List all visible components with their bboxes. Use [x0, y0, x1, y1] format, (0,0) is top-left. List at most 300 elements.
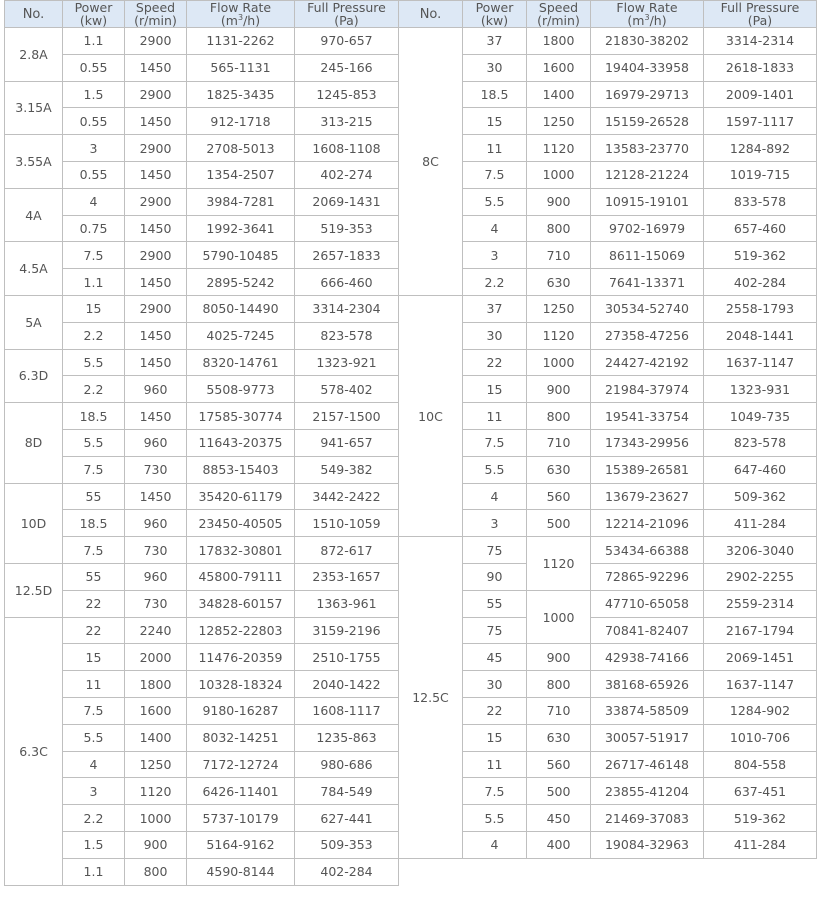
power-cell: 3 — [63, 135, 125, 162]
speed-cell: 1000 — [527, 161, 591, 188]
pressure-cell: 578-402 — [295, 376, 399, 403]
flow-rate-cell: 19541-33754 — [591, 403, 704, 430]
table-row — [5, 510, 399, 537]
speed-cell: 560 — [527, 751, 591, 778]
flow-rate-cell: 9702-16979 — [591, 215, 704, 242]
pressure-cell: 823-578 — [295, 322, 399, 349]
power-cell: 5.5 — [463, 805, 527, 832]
flow-rate-cell: 2708-5013 — [187, 135, 295, 162]
model-cell: 5A — [5, 295, 63, 349]
flow-rate-cell: 3984-7281 — [187, 188, 295, 215]
speed-cell: 2240 — [125, 617, 187, 644]
table-row — [5, 376, 399, 403]
speed-cell: 960 — [125, 429, 187, 456]
flow-rate-cell: 17585-30774 — [187, 403, 295, 430]
speed-cell: 800 — [527, 671, 591, 698]
pressure-cell: 1510-1059 — [295, 510, 399, 537]
speed-cell: 1120 — [527, 537, 591, 591]
flow-rate-cell: 21469-37083 — [591, 805, 704, 832]
power-cell: 1.1 — [63, 269, 125, 296]
pressure-cell: 245-166 — [295, 54, 399, 81]
power-cell: 7.5 — [463, 778, 527, 805]
speed-cell: 1120 — [125, 778, 187, 805]
flow-rate-cell: 34828-60157 — [187, 590, 295, 617]
speed-cell: 2900 — [125, 81, 187, 108]
speed-cell: 800 — [527, 215, 591, 242]
model-cell: 3.15A — [5, 81, 63, 135]
table-row — [5, 215, 399, 242]
flow-rate-cell: 11643-20375 — [187, 429, 295, 456]
power-cell: 18.5 — [63, 403, 125, 430]
power-cell: 30 — [463, 322, 527, 349]
flow-rate-cell: 15389-26581 — [591, 456, 704, 483]
power-cell: 7.5 — [63, 537, 125, 564]
pressure-cell: 1049-735 — [704, 403, 817, 430]
flow-rate-cell: 4590-8144 — [187, 858, 295, 885]
table-row — [5, 135, 399, 162]
speed-cell: 630 — [527, 269, 591, 296]
power-cell: 5.5 — [463, 188, 527, 215]
table-row — [5, 537, 399, 564]
pressure-cell: 3159-2196 — [295, 617, 399, 644]
pressure-cell: 647-460 — [704, 456, 817, 483]
pressure-cell: 402-284 — [704, 269, 817, 296]
speed-cell: 2900 — [125, 28, 187, 55]
flow-rate-cell: 5508-9773 — [187, 376, 295, 403]
pressure-cell: 509-353 — [295, 831, 399, 858]
speed-cell: 1450 — [125, 322, 187, 349]
model-cell: 4A — [5, 188, 63, 242]
speed-cell: 2000 — [125, 644, 187, 671]
speed-cell: 2900 — [125, 135, 187, 162]
flow-rate-cell: 5737-10179 — [187, 805, 295, 832]
table-row — [5, 28, 399, 55]
pressure-cell: 411-284 — [704, 510, 817, 537]
flow-rate-cell: 33874-58509 — [591, 697, 704, 724]
model-cell: 12.5C — [399, 537, 463, 859]
table-row — [5, 456, 399, 483]
flow-rate-cell: 8853-15403 — [187, 456, 295, 483]
power-cell: 15 — [63, 644, 125, 671]
speed-cell: 630 — [527, 724, 591, 751]
table-row — [5, 617, 399, 644]
header-flow-rate: Flow Rate $(m^3/h)$ — [187, 1, 295, 28]
speed-cell: 1250 — [527, 295, 591, 322]
flow-rate-cell: 8050-14490 — [187, 295, 295, 322]
pressure-cell: 1637-1147 — [704, 349, 817, 376]
power-cell: 0.75 — [63, 215, 125, 242]
model-cell: 8C — [399, 28, 463, 296]
table-row — [5, 563, 399, 590]
power-cell: 7.5 — [463, 429, 527, 456]
flow-rate-cell: 10328-18324 — [187, 671, 295, 698]
model-cell: 6.3D — [5, 349, 63, 403]
pressure-cell: 2157-1500 — [295, 403, 399, 430]
speed-cell: 400 — [527, 831, 591, 858]
speed-cell: 900 — [527, 376, 591, 403]
speed-cell: 730 — [125, 590, 187, 617]
speed-cell: 800 — [125, 858, 187, 885]
pressure-cell: 3314-2314 — [704, 28, 817, 55]
flow-rate-cell: 38168-65926 — [591, 671, 704, 698]
pressure-cell: 1608-1117 — [295, 697, 399, 724]
header-row — [5, 1, 399, 28]
pressure-cell: 313-215 — [295, 108, 399, 135]
pressure-cell: 3442-2422 — [295, 483, 399, 510]
flow-rate-cell: 24427-42192 — [591, 349, 704, 376]
speed-cell: 2900 — [125, 295, 187, 322]
power-cell: 1.1 — [63, 858, 125, 885]
flow-rate-cell: 70841-82407 — [591, 617, 704, 644]
speed-cell: 1600 — [125, 697, 187, 724]
flow-rate-cell: 30534-52740 — [591, 295, 704, 322]
power-cell: 4 — [63, 751, 125, 778]
right-table-body — [399, 28, 817, 859]
pressure-cell: 833-578 — [704, 188, 817, 215]
pressure-cell: 1235-863 — [295, 724, 399, 751]
table-row — [5, 778, 399, 805]
flow-rate-cell: 27358-47256 — [591, 322, 704, 349]
speed-cell: 500 — [527, 510, 591, 537]
speed-cell: 730 — [125, 537, 187, 564]
flow-rate-cell: 5164-9162 — [187, 831, 295, 858]
speed-cell: 900 — [125, 831, 187, 858]
power-cell: 2.2 — [63, 322, 125, 349]
table-row — [5, 269, 399, 296]
power-cell: 7.5 — [63, 242, 125, 269]
power-cell: 22 — [63, 590, 125, 617]
speed-cell: 1450 — [125, 215, 187, 242]
pressure-cell: 2657-1833 — [295, 242, 399, 269]
speed-cell: 1600 — [527, 54, 591, 81]
power-cell: 3 — [463, 510, 527, 537]
pressure-cell: 2510-1755 — [295, 644, 399, 671]
model-cell: 6.3C — [5, 617, 63, 885]
table-row — [5, 858, 399, 885]
speed-cell: 1800 — [125, 671, 187, 698]
table-row — [5, 831, 399, 858]
pressure-cell: 3206-3040 — [704, 537, 817, 564]
speed-cell: 1450 — [125, 403, 187, 430]
flow-rate-cell: 53434-66388 — [591, 537, 704, 564]
pressure-cell: 402-274 — [295, 161, 399, 188]
table-row — [5, 322, 399, 349]
table-row — [5, 403, 399, 430]
power-cell: 7.5 — [463, 161, 527, 188]
flow-rate-cell: 17343-29956 — [591, 429, 704, 456]
power-cell: 15 — [463, 724, 527, 751]
power-cell: 2.2 — [63, 805, 125, 832]
table-row — [5, 295, 399, 322]
header-row — [399, 1, 817, 28]
pressure-cell: 2069-1431 — [295, 188, 399, 215]
flow-rate-cell: 21984-37974 — [591, 376, 704, 403]
header-speed: Speed (r/min) — [125, 1, 187, 28]
header-full-pressure: Full Pressure (Pa) — [295, 1, 399, 28]
power-cell: 2.2 — [63, 376, 125, 403]
flow-rate-cell: 19404-33958 — [591, 54, 704, 81]
power-cell: 2.2 — [463, 269, 527, 296]
pressure-cell: 3314-2304 — [295, 295, 399, 322]
speed-cell: 710 — [527, 242, 591, 269]
flow-rate-cell: 565-1131 — [187, 54, 295, 81]
speed-cell: 1120 — [527, 322, 591, 349]
flow-rate-cell: 1131-2262 — [187, 28, 295, 55]
pressure-cell: 549-382 — [295, 456, 399, 483]
header-flow-rate: Flow Rate $(m^3/h)$ — [591, 1, 704, 28]
header-no: No. — [399, 1, 463, 28]
table-row — [5, 697, 399, 724]
header-power: Power (kw) — [63, 1, 125, 28]
power-cell: 30 — [463, 54, 527, 81]
flow-rate-cell: 1992-3641 — [187, 215, 295, 242]
power-cell: 5.5 — [63, 724, 125, 751]
flow-rate-cell: 7172-12724 — [187, 751, 295, 778]
table-row — [5, 161, 399, 188]
flow-rate-cell: 12214-21096 — [591, 510, 704, 537]
flow-rate-cell: 2895-5242 — [187, 269, 295, 296]
pressure-cell: 1597-1117 — [704, 108, 817, 135]
power-cell: 15 — [463, 108, 527, 135]
speed-cell: 1000 — [527, 590, 591, 644]
speed-cell: 1450 — [125, 483, 187, 510]
speed-cell: 630 — [527, 456, 591, 483]
model-cell: 10D — [5, 483, 63, 563]
pressure-cell: 2167-1794 — [704, 617, 817, 644]
pressure-cell: 2040-1422 — [295, 671, 399, 698]
table-row — [5, 349, 399, 376]
model-cell: 10C — [399, 295, 463, 536]
speed-cell: 960 — [125, 563, 187, 590]
speed-cell: 1800 — [527, 28, 591, 55]
pressure-cell: 1284-902 — [704, 697, 817, 724]
pressure-cell: 519-362 — [704, 805, 817, 832]
power-cell: 3 — [63, 778, 125, 805]
table-row — [5, 483, 399, 510]
pressure-cell: 519-362 — [704, 242, 817, 269]
pressure-cell: 402-284 — [295, 858, 399, 885]
flow-rate-cell: 5790-10485 — [187, 242, 295, 269]
flow-rate-cell: 8320-14761 — [187, 349, 295, 376]
header-no: No. — [5, 1, 63, 28]
model-cell: 8D — [5, 403, 63, 483]
speed-cell: 2900 — [125, 188, 187, 215]
power-cell: 0.55 — [63, 108, 125, 135]
power-cell: 1.5 — [63, 81, 125, 108]
pressure-cell: 2618-1833 — [704, 54, 817, 81]
table-row — [399, 28, 817, 55]
flow-rate-cell: 42938-74166 — [591, 644, 704, 671]
pressure-cell: 519-353 — [295, 215, 399, 242]
left-spec-table — [4, 0, 399, 886]
power-cell: 4 — [63, 188, 125, 215]
speed-cell: 800 — [527, 403, 591, 430]
power-cell: 22 — [63, 617, 125, 644]
power-cell: 22 — [463, 349, 527, 376]
model-cell: 12.5D — [5, 563, 63, 617]
model-cell: 4.5A — [5, 242, 63, 296]
pressure-cell: 872-617 — [295, 537, 399, 564]
pressure-cell: 627-441 — [295, 805, 399, 832]
power-cell: 0.55 — [63, 161, 125, 188]
power-cell: 5.5 — [63, 349, 125, 376]
speed-cell: 900 — [527, 644, 591, 671]
speed-cell: 450 — [527, 805, 591, 832]
speed-cell: 1450 — [125, 161, 187, 188]
power-cell: 11 — [463, 135, 527, 162]
power-cell: 7.5 — [63, 697, 125, 724]
table-row — [5, 671, 399, 698]
flow-rate-cell: 12128-21224 — [591, 161, 704, 188]
speed-cell: 1400 — [125, 724, 187, 751]
power-cell: 5.5 — [63, 429, 125, 456]
table-row — [5, 108, 399, 135]
power-cell: 75 — [463, 617, 527, 644]
table-row — [399, 295, 817, 322]
power-cell: 4 — [463, 215, 527, 242]
table-row — [5, 751, 399, 778]
speed-cell: 1450 — [125, 349, 187, 376]
power-cell: 1.5 — [63, 831, 125, 858]
table-row — [5, 644, 399, 671]
speed-cell: 1000 — [527, 349, 591, 376]
table-row — [5, 54, 399, 81]
power-cell: 37 — [463, 28, 527, 55]
pressure-cell: 2048-1441 — [704, 322, 817, 349]
pressure-cell: 1608-1108 — [295, 135, 399, 162]
power-cell: 3 — [463, 242, 527, 269]
flow-rate-cell: 11476-20359 — [187, 644, 295, 671]
pressure-cell: 2902-2255 — [704, 563, 817, 590]
power-cell: 4 — [463, 483, 527, 510]
speed-cell: 1450 — [125, 54, 187, 81]
flow-rate-cell: 72865-92296 — [591, 563, 704, 590]
flow-rate-cell: 30057-51917 — [591, 724, 704, 751]
power-cell: 30 — [463, 671, 527, 698]
power-cell: 0.55 — [63, 54, 125, 81]
pressure-cell: 2009-1401 — [704, 81, 817, 108]
speed-cell: 1250 — [527, 108, 591, 135]
power-cell: 5.5 — [463, 456, 527, 483]
power-cell: 45 — [463, 644, 527, 671]
pressure-cell: 804-558 — [704, 751, 817, 778]
pressure-cell: 1284-892 — [704, 135, 817, 162]
flow-rate-cell: 15159-26528 — [591, 108, 704, 135]
speed-cell: 710 — [527, 697, 591, 724]
pressure-cell: 784-549 — [295, 778, 399, 805]
pressure-cell: 823-578 — [704, 429, 817, 456]
table-row — [5, 81, 399, 108]
flow-rate-cell: 47710-65058 — [591, 590, 704, 617]
header-power: Power (kw) — [463, 1, 527, 28]
flow-rate-cell: 35420-61179 — [187, 483, 295, 510]
table-row — [5, 724, 399, 751]
flow-rate-cell: 26717-46148 — [591, 751, 704, 778]
right-spec-table — [398, 0, 817, 859]
flow-rate-cell: 17832-30801 — [187, 537, 295, 564]
power-cell: 22 — [463, 697, 527, 724]
power-cell: 90 — [463, 563, 527, 590]
header-full-pressure: Full Pressure (Pa) — [704, 1, 817, 28]
flow-rate-cell: 16979-29713 — [591, 81, 704, 108]
pressure-cell: 2353-1657 — [295, 563, 399, 590]
power-cell: 55 — [63, 483, 125, 510]
flow-rate-cell: 10915-19101 — [591, 188, 704, 215]
flow-rate-cell: 21830-38202 — [591, 28, 704, 55]
table-row — [5, 590, 399, 617]
table-row — [399, 537, 817, 564]
pressure-cell: 509-362 — [704, 483, 817, 510]
flow-rate-cell: 12852-22803 — [187, 617, 295, 644]
pressure-cell: 1637-1147 — [704, 671, 817, 698]
table-row — [5, 805, 399, 832]
flow-rate-cell: 6426-11401 — [187, 778, 295, 805]
flow-rate-cell: 9180-16287 — [187, 697, 295, 724]
pressure-cell: 1323-931 — [704, 376, 817, 403]
model-cell: 3.55A — [5, 135, 63, 189]
flow-rate-cell: 912-1718 — [187, 108, 295, 135]
speed-cell: 1450 — [125, 108, 187, 135]
speed-cell: 2900 — [125, 242, 187, 269]
flow-rate-cell: 13583-23770 — [591, 135, 704, 162]
header-speed: Speed (r/min) — [527, 1, 591, 28]
flow-rate-cell: 7641-13371 — [591, 269, 704, 296]
power-cell: 55 — [63, 563, 125, 590]
pressure-cell: 1019-715 — [704, 161, 817, 188]
pressure-cell: 980-686 — [295, 751, 399, 778]
power-cell: 15 — [463, 376, 527, 403]
pressure-cell: 666-460 — [295, 269, 399, 296]
flow-rate-cell: 45800-79111 — [187, 563, 295, 590]
power-cell: 11 — [463, 751, 527, 778]
speed-cell: 1250 — [125, 751, 187, 778]
table-row — [5, 242, 399, 269]
pressure-cell: 1245-853 — [295, 81, 399, 108]
flow-rate-cell: 13679-23627 — [591, 483, 704, 510]
speed-cell: 1120 — [527, 135, 591, 162]
power-cell: 75 — [463, 537, 527, 564]
pressure-cell: 657-460 — [704, 215, 817, 242]
table-row — [5, 188, 399, 215]
pressure-cell: 2559-2314 — [704, 590, 817, 617]
power-cell: 11 — [63, 671, 125, 698]
speed-cell: 960 — [125, 510, 187, 537]
power-cell: 18.5 — [463, 81, 527, 108]
flow-rate-cell: 19084-32963 — [591, 831, 704, 858]
flow-rate-cell: 4025-7245 — [187, 322, 295, 349]
power-cell: 1.1 — [63, 28, 125, 55]
power-cell: 4 — [463, 831, 527, 858]
pressure-cell: 941-657 — [295, 429, 399, 456]
pressure-cell: 411-284 — [704, 831, 817, 858]
speed-cell: 900 — [527, 188, 591, 215]
power-cell: 15 — [63, 295, 125, 322]
pressure-cell: 2558-1793 — [704, 295, 817, 322]
speed-cell: 730 — [125, 456, 187, 483]
pressure-cell: 1363-961 — [295, 590, 399, 617]
speed-cell: 500 — [527, 778, 591, 805]
speed-cell: 710 — [527, 429, 591, 456]
power-cell: 55 — [463, 590, 527, 617]
pressure-cell: 970-657 — [295, 28, 399, 55]
flow-rate-cell: 8611-15069 — [591, 242, 704, 269]
speed-cell: 960 — [125, 376, 187, 403]
left-table-body — [5, 28, 399, 886]
power-cell: 18.5 — [63, 510, 125, 537]
power-cell: 37 — [463, 295, 527, 322]
speed-cell: 560 — [527, 483, 591, 510]
model-cell: 2.8A — [5, 28, 63, 82]
